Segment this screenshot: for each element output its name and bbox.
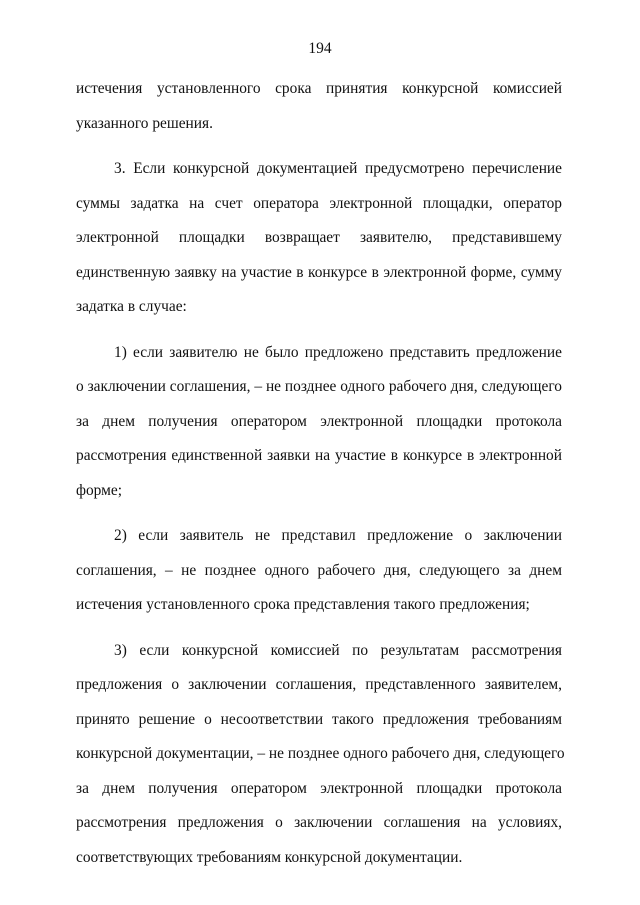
text-line: предложения о заключении соглашения, представленного заявителем,	[76, 676, 562, 693]
text-line: 1) если заявителю не было предложено представить предложение	[114, 343, 562, 361]
text-line: о заключении соглашения, – не позднее одного рабочего дня, следующего	[76, 378, 562, 395]
text-line: форме;	[76, 481, 122, 499]
document-body	[76, 72, 565, 875]
text-line: истечения установленного срока принятия конкурсной комиссией	[76, 80, 562, 97]
text-line: принято решение о несоответствии такого предложения требованиям	[76, 710, 562, 728]
text-line: конкурсной документации, – не позднее одного рабочего дня, следующего	[76, 745, 565, 762]
text-line: 3) если конкурсной комиссией по результатам рассмотрения	[114, 641, 562, 659]
text-line: соответствующих требованиям конкурсной документации.	[76, 848, 463, 866]
paragraph-gap	[76, 623, 562, 634]
text-line: соглашения, – не позднее одного рабочего дня, следующего за днем	[76, 561, 562, 579]
text-line: указанного решения.	[76, 114, 213, 132]
paragraph	[76, 336, 562, 509]
text-line: за днем получения оператором электронной площадки протокола	[76, 412, 562, 430]
text-line: электронной площадки возвращает заявителю, представившему	[76, 229, 562, 246]
text-line: задатка в случае:	[76, 298, 187, 315]
text-line: 2) если заявитель не представил предложение о заключении	[114, 527, 562, 544]
paragraph	[76, 519, 562, 623]
text-line: единственную заявку на участие в конкурсе в электронной форме, сумму	[76, 263, 562, 281]
paragraph	[76, 152, 562, 325]
text-line: истечения установленного срока представления такого предложения;	[76, 596, 530, 613]
paragraph	[76, 72, 562, 141]
paragraph	[76, 634, 565, 876]
text-line: за днем получения оператором электронной площадки протокола	[76, 779, 562, 797]
text-line: рассмотрения единственной заявки на участие в конкурсе в электронной	[76, 447, 562, 464]
paragraph-gap	[76, 325, 562, 336]
paragraph-gap	[76, 141, 562, 152]
page-number: 194	[308, 40, 332, 57]
text-line: рассмотрения предложения о заключении соглашения на условиях,	[76, 814, 562, 831]
paragraph-gap	[76, 508, 562, 519]
text-line: суммы задатка на счет оператора электронной площадки, оператор	[76, 194, 562, 212]
text-line: 3. Если конкурсной документацией предусмотрено перечисление	[114, 160, 562, 177]
